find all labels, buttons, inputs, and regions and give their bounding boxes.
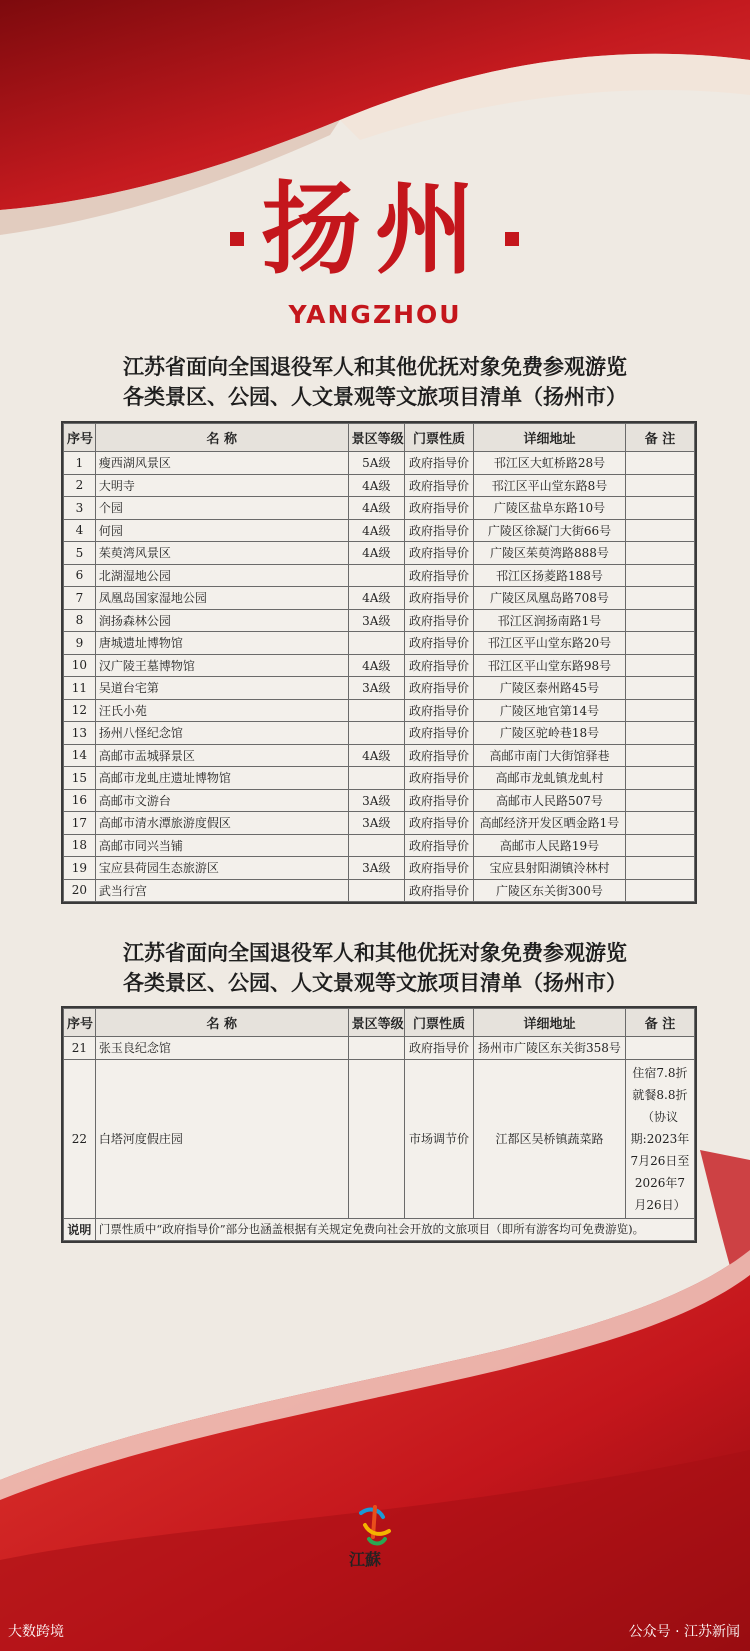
table-row [64, 699, 695, 722]
cell-index: 6 [64, 564, 96, 587]
cell-ticket-type: 政府指导价 [404, 677, 473, 700]
page-subtitle: YANGZHOU [288, 300, 462, 329]
cell-index: 1 [64, 452, 96, 475]
cell-ticket-type: 政府指导价 [404, 497, 473, 520]
note-label: 说明 [64, 1218, 96, 1241]
cell-name: 白塔河度假庄园 [95, 1059, 348, 1218]
column-header: 门票性质 [404, 424, 473, 452]
cell-remark [625, 767, 694, 790]
cell-index: 5 [64, 542, 96, 565]
list1-table [61, 421, 697, 904]
cell-ticket-type: 政府指导价 [404, 857, 473, 880]
table-row [64, 789, 695, 812]
cell-index: 7 [64, 587, 96, 610]
cell-remark [625, 632, 694, 655]
cell-grade [348, 632, 404, 655]
cell-index: 13 [64, 722, 96, 745]
cell-name: 北湖湿地公园 [95, 564, 348, 587]
cell-address: 广陵区泰州路45号 [474, 677, 626, 700]
list2-heading [0, 938, 750, 998]
cell-ticket-type: 政府指导价 [404, 474, 473, 497]
list2-heading-line1: 江苏省面向全国退役军人和其他优抚对象免费参观游览 [123, 940, 627, 965]
cell-index: 2 [64, 474, 96, 497]
cell-grade [348, 1037, 404, 1060]
logo-text: 江蘇 [349, 1550, 382, 1569]
column-header: 详细地址 [474, 1009, 626, 1037]
column-header: 景区等级 [348, 424, 404, 452]
cell-grade: 4A级 [348, 542, 404, 565]
cell-address: 广陵区茱萸湾路888号 [474, 542, 626, 565]
cell-grade [348, 722, 404, 745]
column-header: 名 称 [95, 424, 348, 452]
cell-address: 广陵区徐凝门大街66号 [474, 519, 626, 542]
cell-address: 广陵区东关街300号 [474, 879, 626, 902]
cell-index: 11 [64, 677, 96, 700]
cell-address: 高邮市南门大街馆驿巷 [474, 744, 626, 767]
column-header: 详细地址 [474, 424, 626, 452]
cell-name: 个园 [95, 497, 348, 520]
cell-ticket-type: 政府指导价 [404, 744, 473, 767]
table-row [64, 812, 695, 835]
cell-grade: 4A级 [348, 519, 404, 542]
cell-remark [625, 722, 694, 745]
title-dot-right [505, 232, 519, 246]
cell-ticket-type: 政府指导价 [404, 519, 473, 542]
cell-grade: 3A级 [348, 812, 404, 835]
table-row [64, 857, 695, 880]
cell-name: 武当行宫 [95, 879, 348, 902]
cell-remark [625, 609, 694, 632]
table-row [64, 609, 695, 632]
cell-name: 汉广陵王墓博物馆 [95, 654, 348, 677]
cell-name: 茱萸湾风景区 [95, 542, 348, 565]
cell-ticket-type: 政府指导价 [404, 1037, 473, 1060]
list1-heading [0, 352, 750, 412]
cell-name: 凤凰岛国家湿地公园 [95, 587, 348, 610]
cell-name: 宝应县荷园生态旅游区 [95, 857, 348, 880]
note-text: 门票性质中“政府指导价”部分也涵盖根据有关规定免费向社会开放的文旅项目（即所有游客均可免费游览)。 [95, 1218, 694, 1241]
cell-remark: 住宿7.8折 就餐8.8折（协议期:2023年7月26日至2026年7月26日） [625, 1059, 694, 1218]
column-header: 备 注 [625, 1009, 694, 1037]
cell-grade: 4A级 [348, 744, 404, 767]
cell-index: 4 [64, 519, 96, 542]
cell-name: 高邮市同兴当铺 [95, 834, 348, 857]
cell-address: 邗江区平山堂东路98号 [474, 654, 626, 677]
cell-remark [625, 654, 694, 677]
cell-index: 22 [64, 1059, 96, 1218]
table-row [64, 587, 695, 610]
cell-remark [625, 677, 694, 700]
cell-address: 邗江区润扬南路1号 [474, 609, 626, 632]
cell-index: 10 [64, 654, 96, 677]
cell-ticket-type: 政府指导价 [404, 542, 473, 565]
cell-name: 汪氏小苑 [95, 699, 348, 722]
cell-remark [625, 812, 694, 835]
cell-remark [625, 564, 694, 587]
cell-address: 广陵区地官第14号 [474, 699, 626, 722]
cell-address: 广陵区凤凰岛路708号 [474, 587, 626, 610]
cell-remark [625, 497, 694, 520]
cell-grade: 4A级 [348, 497, 404, 520]
column-header: 名 称 [95, 1009, 348, 1037]
cell-remark [625, 452, 694, 475]
table-row [64, 654, 695, 677]
cell-address: 高邮市人民路19号 [474, 834, 626, 857]
list1-heading-line2: 各类景区、公园、人文景观等文旅项目清单（扬州市） [123, 384, 627, 409]
cell-grade: 4A级 [348, 587, 404, 610]
cell-index: 9 [64, 632, 96, 655]
cell-address: 高邮经济开发区晒金路1号 [474, 812, 626, 835]
table-row [64, 632, 695, 655]
cell-address: 宝应县射阳湖镇泠林村 [474, 857, 626, 880]
cell-name: 唐城遗址博物馆 [95, 632, 348, 655]
cell-name: 高邮市龙虬庄遗址博物馆 [95, 767, 348, 790]
cell-ticket-type: 政府指导价 [404, 564, 473, 587]
cell-address: 扬州市广陵区东关街358号 [474, 1037, 626, 1060]
cell-grade: 3A级 [348, 857, 404, 880]
cell-name: 润扬森林公园 [95, 609, 348, 632]
cell-grade [348, 699, 404, 722]
list2-table [61, 1006, 697, 1243]
cell-name: 高邮市文游台 [95, 789, 348, 812]
cell-grade [348, 767, 404, 790]
cell-index: 12 [64, 699, 96, 722]
cell-index: 18 [64, 834, 96, 857]
cell-grade: 4A级 [348, 474, 404, 497]
table-row [64, 1059, 695, 1218]
cell-ticket-type: 政府指导价 [404, 632, 473, 655]
jiangsu-tourism-logo-icon [339, 1503, 411, 1573]
cell-grade: 5A级 [348, 452, 404, 475]
column-header: 门票性质 [404, 1009, 473, 1037]
cell-remark [625, 699, 694, 722]
list2-header-row [64, 1009, 695, 1037]
list1-body [64, 452, 695, 902]
table-row [64, 497, 695, 520]
cell-ticket-type: 政府指导价 [404, 587, 473, 610]
cell-index: 16 [64, 789, 96, 812]
cell-remark [625, 587, 694, 610]
cell-grade [348, 564, 404, 587]
column-header: 序号 [64, 424, 96, 452]
cell-grade [348, 1059, 404, 1218]
list1-heading-line1: 江苏省面向全国退役军人和其他优抚对象免费参观游览 [123, 354, 627, 379]
table-row [64, 879, 695, 902]
column-header: 备 注 [625, 424, 694, 452]
watermark-left: 大数跨境 [8, 1624, 64, 1640]
list2-heading-line2: 各类景区、公园、人文景观等文旅项目清单（扬州市） [123, 970, 627, 995]
cell-ticket-type: 政府指导价 [404, 654, 473, 677]
cell-ticket-type: 政府指导价 [404, 879, 473, 902]
cell-remark [625, 789, 694, 812]
cell-remark [625, 834, 694, 857]
cell-ticket-type: 政府指导价 [404, 789, 473, 812]
cell-address: 广陵区驼岭巷18号 [474, 722, 626, 745]
table-row [64, 677, 695, 700]
cell-ticket-type: 政府指导价 [404, 812, 473, 835]
table-row [64, 452, 695, 475]
table-row [64, 564, 695, 587]
cell-address: 邗江区扬菱路188号 [474, 564, 626, 587]
cell-remark [625, 1037, 694, 1060]
cell-remark [625, 542, 694, 565]
cell-index: 15 [64, 767, 96, 790]
table-row [64, 834, 695, 857]
cell-index: 14 [64, 744, 96, 767]
cell-remark [625, 879, 694, 902]
cell-index: 21 [64, 1037, 96, 1060]
table-row [64, 722, 695, 745]
cell-name: 大明寺 [95, 474, 348, 497]
list1-header-row [64, 424, 695, 452]
cell-grade: 3A级 [348, 609, 404, 632]
column-header: 序号 [64, 1009, 96, 1037]
cell-name: 高邮市盂城驿景区 [95, 744, 348, 767]
table-row [64, 767, 695, 790]
cell-grade [348, 834, 404, 857]
table-note-row [64, 1218, 695, 1241]
cell-name: 张玉良纪念馆 [95, 1037, 348, 1060]
cell-ticket-type: 政府指导价 [404, 609, 473, 632]
cell-ticket-type: 市场调节价 [404, 1059, 473, 1218]
cell-remark [625, 857, 694, 880]
cell-ticket-type: 政府指导价 [404, 834, 473, 857]
cell-address: 广陵区盐阜东路10号 [474, 497, 626, 520]
cell-name: 瘦西湖风景区 [95, 452, 348, 475]
list2-body [64, 1037, 695, 1241]
page-title: 扬州 [261, 171, 489, 288]
cell-grade [348, 879, 404, 902]
cell-index: 3 [64, 497, 96, 520]
table-row [64, 1037, 695, 1060]
cell-remark [625, 519, 694, 542]
cell-name: 吴道台宅第 [95, 677, 348, 700]
table-row [64, 542, 695, 565]
table-row [64, 519, 695, 542]
cell-index: 8 [64, 609, 96, 632]
cell-ticket-type: 政府指导价 [404, 722, 473, 745]
cell-address: 高邮市人民路507号 [474, 789, 626, 812]
cell-grade: 3A级 [348, 789, 404, 812]
cell-index: 17 [64, 812, 96, 835]
cell-index: 19 [64, 857, 96, 880]
cell-index: 20 [64, 879, 96, 902]
cell-name: 何园 [95, 519, 348, 542]
cell-ticket-type: 政府指导价 [404, 767, 473, 790]
column-header: 景区等级 [348, 1009, 404, 1037]
cell-remark [625, 744, 694, 767]
cell-remark [625, 474, 694, 497]
cell-address: 邗江区大虹桥路28号 [474, 452, 626, 475]
cell-ticket-type: 政府指导价 [404, 699, 473, 722]
cell-name: 扬州八怪纪念馆 [95, 722, 348, 745]
cell-ticket-type: 政府指导价 [404, 452, 473, 475]
cell-name: 高邮市清水潭旅游度假区 [95, 812, 348, 835]
cell-grade: 4A级 [348, 654, 404, 677]
table-row [64, 474, 695, 497]
cell-grade: 3A级 [348, 677, 404, 700]
watermark-right: 公众号 · 江苏新闻 [628, 1624, 740, 1640]
cell-address: 邗江区平山堂东路20号 [474, 632, 626, 655]
cell-address: 江都区吴桥镇蔬菜路 [474, 1059, 626, 1218]
cell-address: 高邮市龙虬镇龙虬村 [474, 767, 626, 790]
cell-address: 邗江区平山堂东路8号 [474, 474, 626, 497]
table-row [64, 744, 695, 767]
